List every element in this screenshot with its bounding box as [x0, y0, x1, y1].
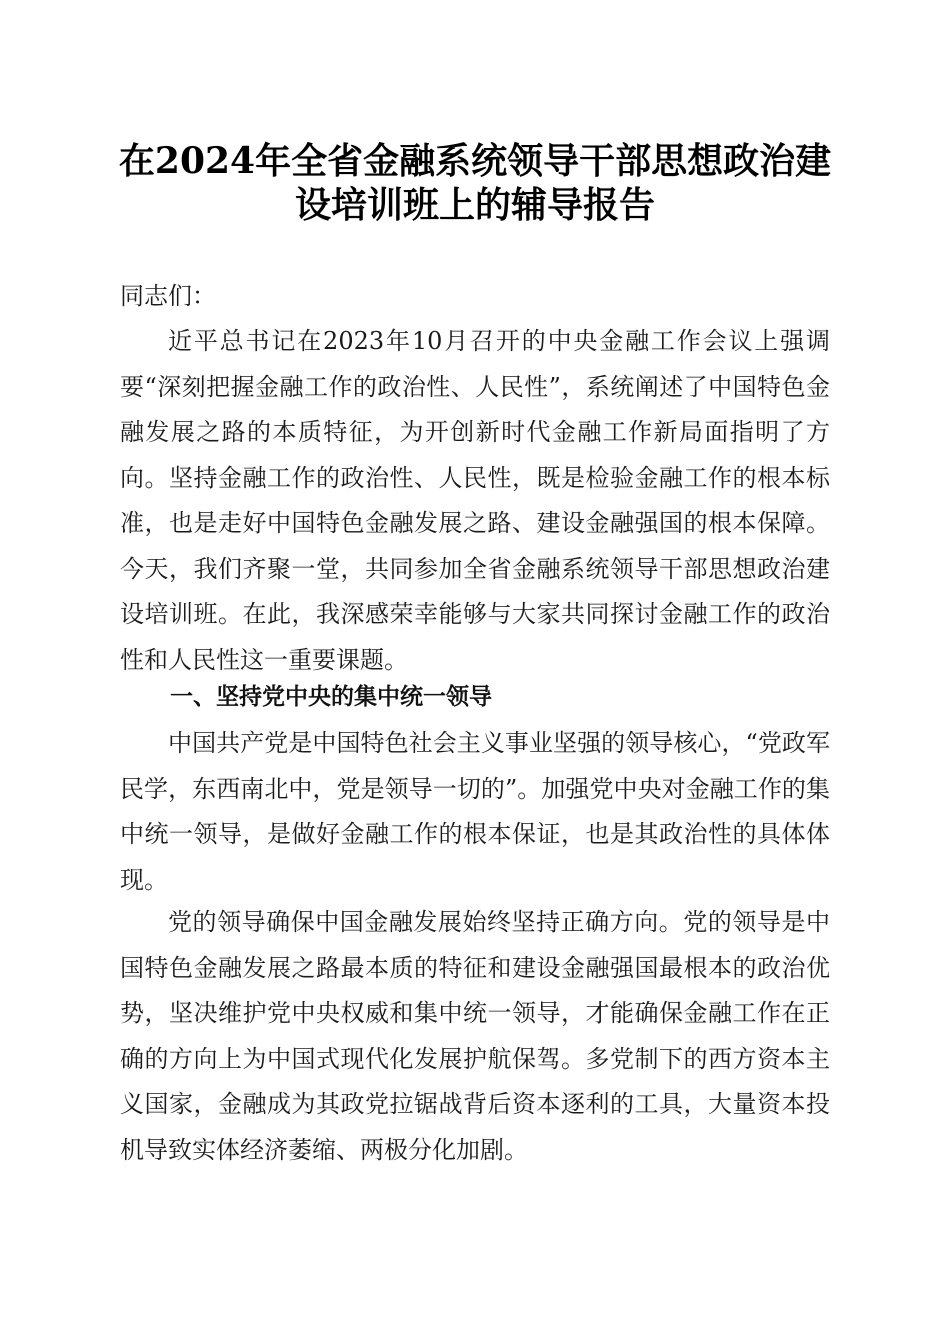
section-heading: 一、坚持党中央的集中统一领导	[170, 684, 492, 710]
paragraph-correct-direction: 党的领导确保中国金融发展始终坚持正确方向。党的领导是中国特色金融发展之路最本质的特征和建设金融强国最根本的政治优势，坚决维护党中央权威和集中统一领导，才能确保金融工作在正确的方向上为中国式现代化发展护航保驾。多党制下的西方资本主义国家，金融成为其政党拉锯战背后资本逐利的工具，大量资本投机导致实体经济萎缩、两极分化加剧。	[120, 908, 830, 1164]
paragraph-party-leadership: 中国共产党是中国特色社会主义事业坚强的领导核心，“党政军民学，东西南北中，党是领导一切的”。加强党中央对金融工作的集中统一领导，是做好金融工作的根本保证，也是其政治性的具体体现。	[120, 729, 830, 894]
salutation: 同志们：	[120, 282, 216, 310]
document-title-line-1: 在2024年全省金融系统领导干部思想政治建	[118, 140, 832, 182]
paragraph-intro: 近平总书记在2023年10月召开的中央金融工作会议上强调要“深刻把握金融工作的政治性、人民性”，系统阐述了中国特色金融发展之路的本质特征，为开创新时代金融工作新局面指明了方向。坚持金融工作的政治性、人民性，既是检验金融工作的根本标准，也是走好中国特色金融发展之路、建设金融强国的根本保障。今天，我们齐聚一堂，共同参加全省金融系统领导干部思想政治建设培训班。在此，我深感荣幸能够与大家共同探讨金融工作的政治性和人民性这一重要课题。	[120, 327, 830, 674]
document-title-line-2: 设培训班上的辅导报告	[294, 184, 655, 226]
